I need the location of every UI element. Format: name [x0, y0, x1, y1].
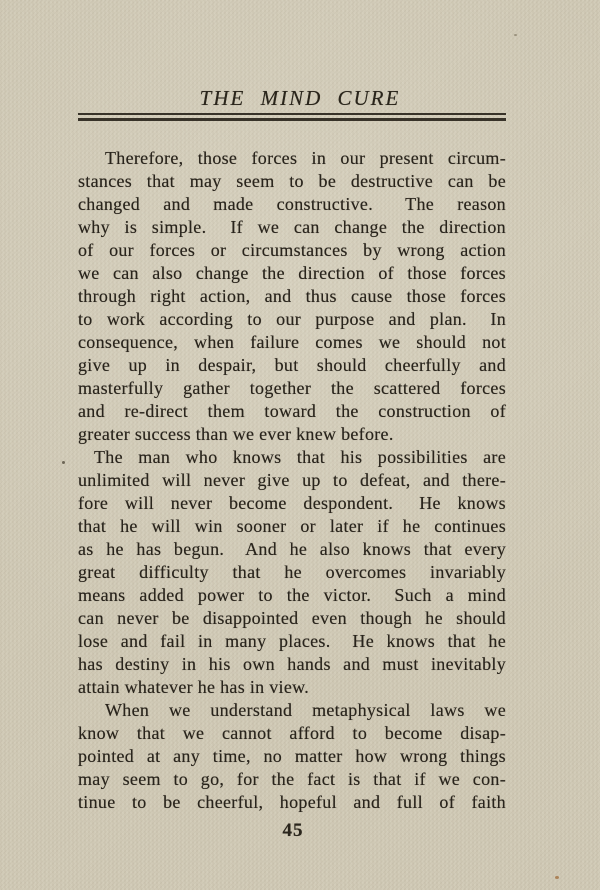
- text-line: has destiny in his own hands and must inevitably: [78, 654, 506, 674]
- text-line: changed and made constructive. The reason: [78, 194, 506, 214]
- body-text: [78, 147, 506, 814]
- text-line: of our forces or circumstances by wrong action: [78, 240, 506, 260]
- text-line: consequence, when failure comes we should not: [78, 332, 506, 352]
- text-line: we can also change the direction of those forces: [78, 263, 506, 283]
- text-line: masterfully gather together the scattered forces: [78, 378, 506, 398]
- text-line: to work according to our purpose and plan. In: [78, 309, 506, 329]
- text-line: When we understand metaphysical laws we: [105, 700, 506, 720]
- text-line: lose and fail in many places. He knows that he: [78, 631, 506, 651]
- paragraph: [78, 699, 506, 814]
- text-line: give up in despair, but should cheerfully and: [78, 355, 506, 375]
- text-line: fore will never become despondent. He knows: [78, 493, 506, 513]
- text-line: The man who knows that his possibilities are: [94, 447, 506, 467]
- text-line: why is simple. If we can change the direction: [78, 217, 506, 237]
- text-line: unlimited will never give up to defeat, and there-: [78, 470, 506, 490]
- text-line: attain whatever he has in view.: [78, 677, 310, 697]
- paragraph: [78, 446, 506, 699]
- page-number: 45: [282, 820, 304, 841]
- text-line: Therefore, those forces in our present circum-: [105, 148, 506, 168]
- text-line: know that we cannot afford to become disap-: [78, 723, 506, 743]
- page-title: THE MIND CURE: [199, 86, 401, 110]
- title-double-rule: [78, 113, 506, 121]
- text-line: tinue to be cheerful, hopeful and full of faith: [78, 792, 506, 812]
- paper-speck: [555, 876, 559, 879]
- paper-speck: [62, 461, 65, 464]
- text-line: as he has begun. And he also knows that every: [78, 539, 506, 559]
- text-line: great difficulty that he overcomes invariably: [78, 562, 506, 582]
- page-footer: [0, 820, 593, 842]
- paper-speck: [514, 34, 517, 36]
- paragraph: [78, 147, 506, 446]
- text-line: pointed at any time, no matter how wrong things: [78, 746, 506, 766]
- text-line: that he will win sooner or later if he continues: [78, 516, 506, 536]
- page-header: [0, 86, 600, 110]
- text-line: stances that may seem to be destructive can be: [78, 171, 506, 191]
- text-line: through right action, and thus cause those forces: [78, 286, 506, 306]
- text-line: may seem to go, for the fact is that if we con-: [78, 769, 506, 789]
- text-line: greater success than we ever knew before.: [78, 424, 394, 444]
- text-line: and re-direct them toward the construction of: [78, 401, 506, 421]
- text-line: can never be disappointed even though he should: [78, 608, 506, 628]
- text-line: means added power to the victor. Such a mind: [78, 585, 506, 605]
